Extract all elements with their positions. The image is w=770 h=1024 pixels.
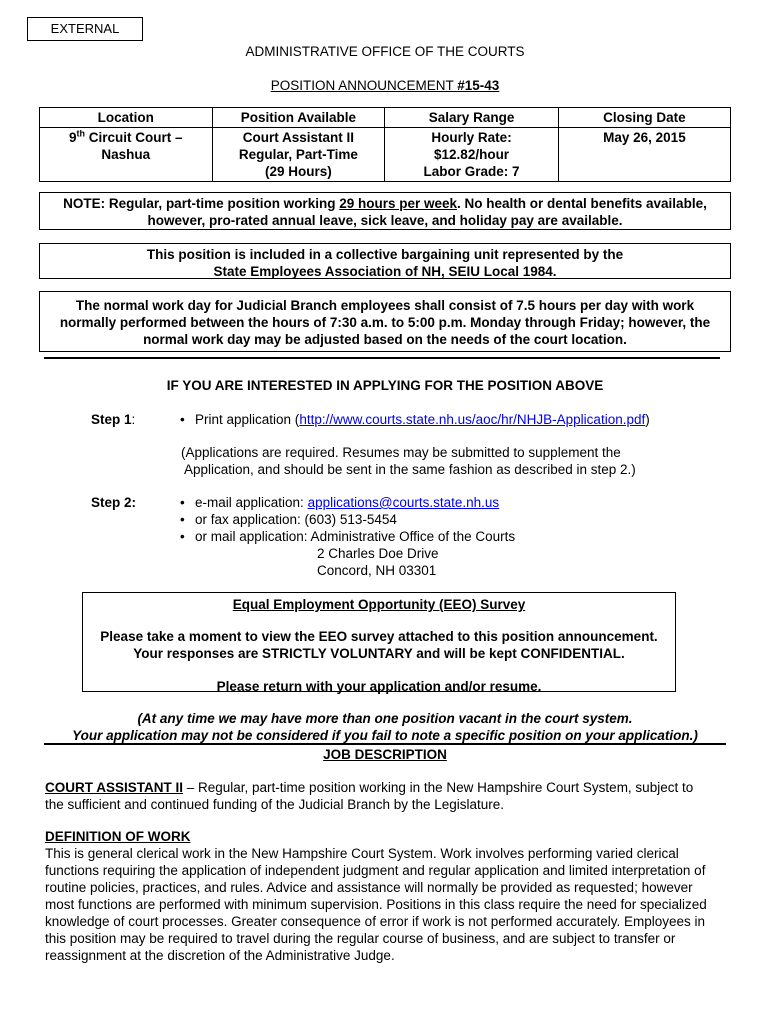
header-closing-date: Closing Date bbox=[558, 108, 730, 128]
note-prefix: NOTE: Regular, part-time position working bbox=[63, 196, 340, 211]
definition-line: most functions are performed with minimum supervision. Positions in this class require the need for specialized bbox=[45, 897, 707, 912]
cell-salary bbox=[385, 128, 559, 182]
definition-line: reassignment at the discretion of the Administrative Judge. bbox=[45, 948, 395, 963]
step1-colon: : bbox=[131, 412, 136, 427]
definition-paragraph bbox=[45, 845, 735, 964]
eeo-title: Equal Employment Opportunity (EEO) Survey bbox=[232, 597, 526, 612]
union-line1: This position is included in a collective bargaining unit represented by the bbox=[146, 247, 624, 262]
fax-bullet bbox=[180, 511, 397, 528]
bullet-icon: • bbox=[180, 495, 185, 510]
eeo-line3: Please return with your application and/or resume. bbox=[216, 679, 542, 694]
email-bullet bbox=[180, 494, 499, 511]
definition-line: knowledge of court processes. Greater consequence of error if work is not performed accurately. Employees in bbox=[45, 914, 706, 929]
office-title-text: ADMINISTRATIVE OFFICE OF THE COURTS bbox=[245, 44, 525, 59]
position-table bbox=[39, 107, 731, 182]
job-title-paragraph bbox=[45, 779, 735, 813]
bullet-icon: • bbox=[180, 512, 185, 527]
position-line-1: Court Assistant II bbox=[242, 130, 355, 145]
eeo-box bbox=[82, 592, 676, 692]
definition-line: This is general clerical work in the New Hampshire Court System. Work involves performing varied clerical bbox=[45, 846, 679, 861]
eeo-line1: Please take a moment to view the EEO survey attached to this position announcement. bbox=[100, 629, 658, 644]
note-line2: however, pro-rated annual leave, sick leave, and holiday pay are available. bbox=[147, 213, 623, 228]
header-location: Location bbox=[40, 108, 213, 128]
divider-bottom bbox=[44, 743, 726, 745]
application-link[interactable]: http://www.courts.state.nh.us/aoc/hr/NHJB-Application.pdf bbox=[299, 412, 646, 427]
note-hours: 29 hours per week bbox=[339, 196, 458, 211]
location-rest: Circuit Court – bbox=[85, 130, 183, 145]
job-title: COURT ASSISTANT II bbox=[45, 780, 183, 795]
location-sup: th bbox=[76, 128, 85, 139]
header-position: Position Available bbox=[212, 108, 385, 128]
cell-closing-date: May 26, 2015 bbox=[558, 128, 730, 182]
salary-line-3: Labor Grade: 7 bbox=[423, 164, 520, 179]
step1-bullet-suffix: ) bbox=[645, 412, 650, 427]
announcement-number: #15-43 bbox=[457, 78, 500, 93]
external-label: EXTERNAL bbox=[50, 21, 120, 36]
definition-line: routine policies, practices, and rules. Advice and assistance will normally be provided as requested; however bbox=[45, 880, 693, 895]
cell-position bbox=[212, 128, 385, 182]
workday-line2: normally performed between the hours of 7:30 a.m. to 5:00 p.m. Monday through Friday; however, the bbox=[59, 315, 711, 330]
address-line2: Concord, NH 03301 bbox=[317, 563, 437, 578]
position-line-3: (29 Hours) bbox=[265, 164, 332, 179]
step1-note-line2: Application, and should be sent in the same fashion as described in step 2.) bbox=[181, 462, 636, 477]
step1-note-line1: (Applications are required. Resumes may be submitted to supplement the bbox=[181, 445, 621, 460]
salary-line-2: $12.82/hour bbox=[434, 147, 510, 162]
position-table-value-row bbox=[40, 128, 731, 182]
announcement-title bbox=[0, 77, 770, 94]
mail-text: or mail application: Administrative Office of the Courts bbox=[195, 529, 516, 544]
step1-bullet-prefix: Print application ( bbox=[195, 412, 300, 427]
union-line2: State Employees Association of NH, SEIU Local 1984. bbox=[213, 264, 557, 279]
definition-line: this position may be required to travel during the regular course of business, and are subject to transfer or bbox=[45, 931, 676, 946]
eeo-line2: Your responses are STRICTLY VOLUNTARY and will be kept CONFIDENTIAL. bbox=[133, 646, 625, 661]
workday-line3: normal work day may be adjusted based on the needs of the court location. bbox=[143, 332, 627, 347]
job-title-rest: – Regular, part-time position working in the New Hampshire Court System, subject to bbox=[183, 780, 694, 795]
union-box bbox=[39, 243, 731, 279]
divider-top bbox=[44, 357, 720, 359]
step1-note bbox=[181, 444, 636, 478]
bullet-icon: • bbox=[180, 412, 185, 427]
position-line-2: Regular, Part-Time bbox=[238, 147, 358, 162]
vacancy-line1: (At any time we may have more than one position vacant in the court system. bbox=[137, 711, 633, 726]
header-salary: Salary Range bbox=[385, 108, 559, 128]
workday-line1: The normal work day for Judicial Branch employees shall consist of 7.5 hours per day with work bbox=[75, 298, 695, 313]
location-num: 9 bbox=[68, 130, 77, 145]
vacancy-note bbox=[0, 710, 770, 744]
office-title bbox=[0, 43, 770, 60]
external-label-box bbox=[27, 17, 143, 41]
salary-line-1: Hourly Rate: bbox=[431, 130, 512, 145]
mail-address bbox=[317, 545, 439, 579]
address-line1: 2 Charles Doe Drive bbox=[317, 546, 439, 561]
job-description-heading: JOB DESCRIPTION bbox=[323, 747, 447, 762]
announcement-prefix: POSITION ANNOUNCEMENT bbox=[270, 78, 458, 93]
note-box bbox=[39, 192, 731, 230]
note-suffix: . No health or dental benefits available, bbox=[457, 196, 707, 211]
step2-label: Step 2: bbox=[91, 495, 137, 510]
step1-bullet bbox=[180, 411, 650, 428]
step1-label-text: Step 1 bbox=[91, 412, 132, 427]
email-prefix: e-mail application: bbox=[195, 495, 308, 510]
workday-box bbox=[39, 291, 731, 352]
bullet-icon: • bbox=[180, 529, 185, 544]
vacancy-line2: Your application may not be considered if you fail to note a specific position on your application.) bbox=[72, 728, 698, 743]
fax-text: or fax application: (603) 513-5454 bbox=[195, 512, 397, 527]
step1-label bbox=[91, 411, 135, 428]
mail-bullet bbox=[180, 528, 515, 545]
job-title-line2: the sufficient and continued funding of the Judicial Branch by the Legislature. bbox=[45, 797, 505, 812]
apply-heading: IF YOU ARE INTERESTED IN APPLYING FOR THE POSITION ABOVE bbox=[166, 378, 604, 393]
definition-heading: DEFINITION OF WORK bbox=[45, 829, 191, 844]
email-link[interactable]: applications@courts.state.nh.us bbox=[307, 495, 500, 510]
location-line2: Nashua bbox=[101, 147, 151, 162]
position-table-header-row bbox=[40, 108, 731, 128]
definition-line: functions requiring the application of independent judgment and regular application and limited interpretation of bbox=[45, 863, 706, 878]
cell-location bbox=[40, 128, 213, 182]
